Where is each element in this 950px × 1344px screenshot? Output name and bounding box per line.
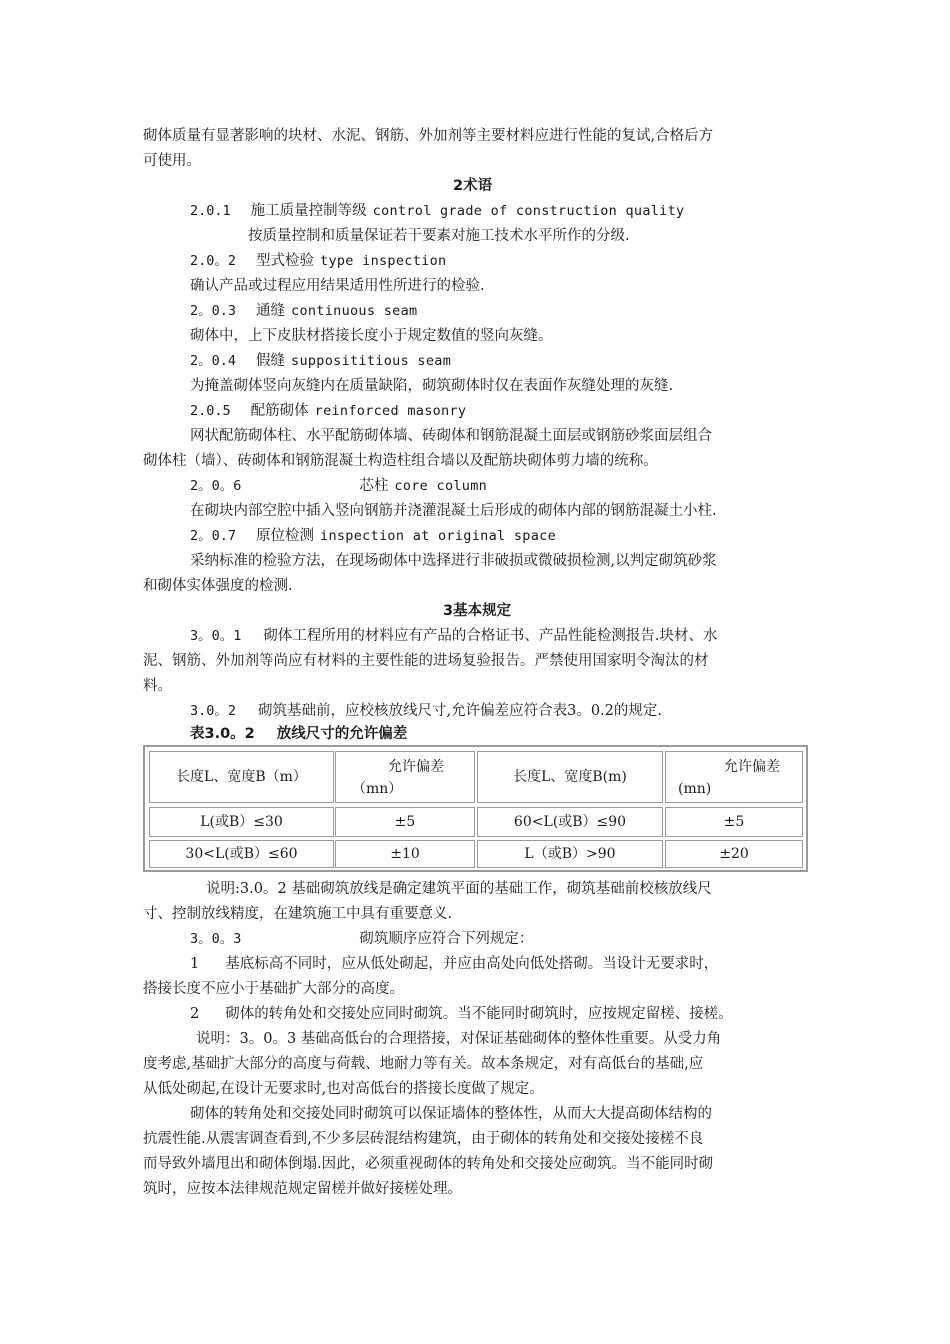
header-line: (mn) — [678, 781, 712, 797]
term-description: 在砌块内部空腔中插入竖向钢筋并浇灌混凝土后形成的砌体内部的钢筋混凝土小柱. — [190, 503, 717, 519]
paragraph-text: 而导致外墙甩出和砌体倒塌.因此，必须重视砌体的转角处和交接处应砌筑。当不能同时砌 — [143, 1156, 714, 1172]
tolerance-table — [143, 745, 808, 872]
clause-3-0-2 — [190, 699, 662, 723]
table-header-cell — [335, 751, 475, 803]
header-line: 允许偏差 — [388, 759, 444, 775]
table-cell: L（或B）>90 — [477, 840, 663, 868]
paragraph-text: 筑时，应按本法律规范规定留槎并做好接槎处理。 — [143, 1181, 462, 1197]
term-zh: 原位检测 — [256, 528, 315, 544]
table-header-cell: 长度L、宽度B（m） — [149, 751, 334, 803]
table-cell: ±20 — [665, 840, 803, 868]
list-text: 搭接长度不应小于基础扩大部分的高度。 — [143, 981, 404, 997]
term-number: 2.0.1 — [190, 203, 231, 219]
table-cell: 60<L(或B）≤90 — [477, 807, 663, 837]
term-zh: 假缝 — [256, 353, 286, 369]
table-cell: ±5 — [335, 807, 475, 837]
term-en: control grade of construction quality — [372, 203, 685, 219]
term-number: 2。0.4 — [190, 353, 237, 369]
term-en: continuous seam — [291, 303, 418, 319]
term-zh: 芯柱 — [359, 478, 389, 494]
clause-3-0-3 — [190, 927, 533, 951]
term-number: 2.0.5 — [190, 403, 231, 419]
clause-number: 3。0。3 — [190, 931, 242, 947]
term-description: 和砌体实体强度的检测. — [143, 578, 293, 594]
table-header-cell: 长度L、宽度B(m) — [477, 751, 663, 803]
list-number: 2 — [190, 1006, 200, 1022]
list-item — [190, 952, 718, 976]
note-text: 从低处砌起,在设计无要求时,也对高低台的搭接长度做了规定。 — [143, 1081, 544, 1097]
term-zh: 型式检验 — [256, 253, 315, 269]
clause-text: 砌筑基础前，应校核放线尺寸,允许偏差应符合表3。0.2的规定. — [258, 703, 663, 719]
term-description: 为掩盖砌体竖向灰缝内在质量缺陷，砌筑砌体时仅在表面作灰缝处理的灰缝. — [190, 378, 674, 394]
header-line: 允许偏差 — [724, 759, 780, 775]
term-description: 确认产品或过程应用结果适用性所进行的检验. — [190, 278, 485, 294]
term-zh: 通缝 — [256, 303, 286, 319]
term-en: core column — [394, 478, 488, 494]
term-row — [190, 474, 487, 498]
header-line: （mn） — [352, 781, 403, 797]
table-caption-title: 放线尺寸的允许偏差 — [276, 726, 408, 742]
paragraph-text: 砌体的转角处和交接处同时砌筑可以保证墙体的整体性，从而大大提高砌体结构的 — [190, 1106, 712, 1122]
list-number: 1 — [190, 956, 200, 972]
note-text: 说明：3。0。3 基础高低台的合理搭接，对保证基础砌体的整体性重要。从受力角 — [196, 1031, 722, 1047]
term-row — [190, 349, 451, 373]
table-cell: 30<L(或B）≤60 — [149, 840, 334, 868]
note-text: 寸、控制放线精度，在建筑施工中具有重要意义. — [143, 906, 453, 922]
list-text: 砌体的转角处和交接处应同时砌筑。当不能同时砌筑时，应按规定留槎、接槎。 — [225, 1006, 733, 1022]
note-text: 说明:3.0。2 基础砌筑放线是确定建筑平面的基础工作，砌筑基础前校核放线尺 — [206, 881, 712, 897]
term-en: inspection at original space — [320, 528, 556, 544]
table-cell: ±5 — [665, 807, 803, 837]
term-number: 2.0。2 — [190, 253, 237, 269]
clause-text: 泥、钢筋、外加剂等尚应有材料的主要性能的进场复验报告。严禁使用国家明令淘汰的材 — [143, 653, 709, 669]
table-caption-number: 表3.0。2 — [190, 726, 255, 742]
term-description: 采纳标准的检验方法，在现场砌体中选择进行非破损或微破损检测,以判定砌筑砂浆 — [190, 553, 717, 569]
paragraph-text: 抗震性能.从震害调查看到,不少多层砖混结构建筑，由于砌体的转角处和交接处接槎不良 — [143, 1131, 704, 1147]
term-description: 砌体中，上下皮肤材搭接长度小于规定数值的竖向灰缝。 — [190, 328, 553, 344]
clause-text: 砌筑顺序应符合下列规定： — [359, 931, 534, 947]
term-row — [190, 399, 466, 423]
term-row — [190, 249, 446, 273]
section-heading-terms: 2术语 — [453, 178, 493, 194]
term-number: 2。0.7 — [190, 528, 237, 544]
clause-text: 料。 — [143, 678, 172, 694]
term-row — [190, 299, 417, 323]
term-row — [190, 524, 556, 548]
table-cell: L(或B）≤30 — [149, 807, 334, 837]
term-row — [190, 199, 684, 223]
list-text: 基底标高不同时，应从低处砌起，并应由高处向低处搭砌。当设计无要求时， — [225, 956, 719, 972]
term-number: 2。0.3 — [190, 303, 237, 319]
clause-text: 砌体工程所用的材料应有产品的合格证书、产品性能检测报告.块材、水 — [263, 628, 718, 644]
term-description: 砌体柱（墙）、砖砌体和钢筋混凝土构造柱组合墙以及配筋块砌体剪力墙的统称。 — [143, 453, 658, 469]
clause-3-0-1 — [190, 624, 718, 648]
term-en: supposititious seam — [291, 353, 452, 369]
term-description: 按质量控制和质量保证若干要素对施工技术水平所作的分级. — [248, 228, 630, 244]
intro-line-1: 砌体质量有显著影响的块材、水泥、钢筋、外加剂等主要材料应进行性能的复试,合格后方 — [143, 128, 714, 144]
term-en: reinforced masonry — [314, 403, 467, 419]
term-number: 2。0。6 — [190, 478, 242, 494]
list-item — [190, 1002, 733, 1026]
table-header-cell — [665, 751, 803, 803]
table-caption — [190, 722, 407, 746]
clause-number: 3.0。2 — [190, 703, 237, 719]
term-description: 网状配筋砌体柱、水平配筋砌体墙、砖砌体和钢筋混凝土面层或钢筋砂浆面层组合 — [190, 428, 712, 444]
note-text: 度考虑,基础扩大部分的高度与荷载、地耐力等有关。故本条规定，对有高低台的基础,应 — [143, 1056, 704, 1072]
term-en: type inspection — [320, 253, 447, 269]
term-zh: 配筋砌体 — [250, 403, 309, 419]
clause-number: 3。0。1 — [190, 628, 242, 644]
term-zh: 施工质量控制等级 — [250, 203, 367, 219]
table-cell: ±10 — [335, 840, 475, 868]
intro-line-2: 可使用。 — [143, 153, 201, 169]
section-heading-basic-rules: 3基本规定 — [443, 603, 512, 619]
